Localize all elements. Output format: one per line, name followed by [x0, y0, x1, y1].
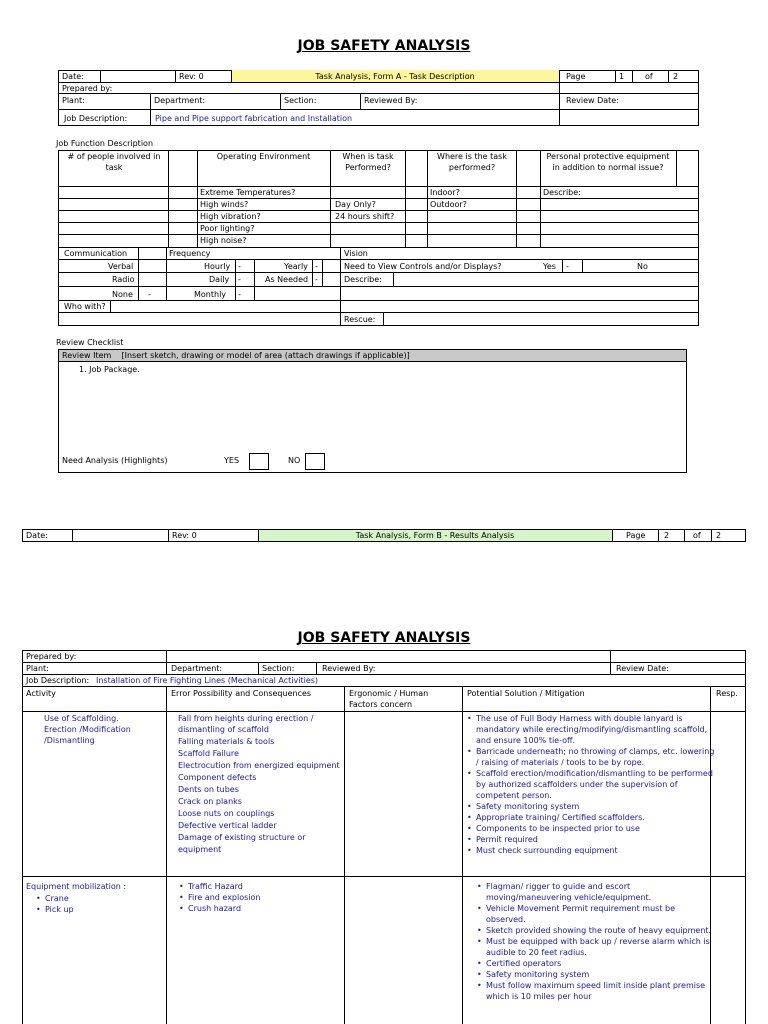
solution-item: • Sketch provided showing the route of heavy equipment. [486, 925, 716, 936]
solution-item: • The use of Full Body Harness with double lanyard is mandatory while erecting/modifying/dismantling scaffold, and ensure 100% tie-off. [476, 713, 716, 746]
solution-item: • Permit required [476, 834, 716, 845]
job-description-label: Job Description: [64, 114, 128, 123]
comm-verbal: Verbal [108, 262, 134, 271]
freq-hourly-value: - [238, 262, 241, 271]
row1-error: Loose nuts on couplings [178, 809, 275, 818]
p2-job-description-value: Installation of Fire Fighting Lines (Mechanical Activities) [96, 676, 319, 685]
env-item: Extreme Temperatures? [200, 188, 296, 197]
vision-describe: Describe: [344, 275, 382, 284]
comm-radio: Radio [112, 275, 135, 284]
activity-item: • Crane [45, 893, 165, 904]
row1-error: Component defects [178, 773, 257, 782]
error-item: • Traffic Hazard [188, 881, 348, 892]
freq-monthly-value: - [238, 290, 241, 299]
p2-review-date-label: Review Date: [616, 664, 669, 673]
p2-page-label: Page [626, 531, 646, 540]
page-label: Page [566, 72, 586, 81]
freq-hourly: Hourly [204, 262, 231, 271]
row1-error: Fall from heights during erection / [178, 714, 314, 723]
vision-no: No [637, 262, 648, 271]
page-number: 1 [619, 72, 625, 81]
frequency-label: Frequency [169, 249, 211, 258]
freq-as-needed-value: - [315, 275, 318, 284]
solution-item: • Must check surrounding equipment [476, 845, 716, 856]
solution-item: • Safety monitoring system [476, 801, 716, 812]
solution-item: • Must follow maximum speed limit inside plant premise which is 10 miles per hour [486, 980, 716, 1002]
plant-label: Plant: [62, 96, 85, 105]
col-solution: Potential Solution / Mitigation [467, 689, 585, 698]
solution-item: • Vehicle Movement Permit requirement must be observed. [486, 903, 716, 925]
date-label: Date: [62, 72, 84, 81]
row1-error: Electrocution from energized equipment [178, 761, 340, 770]
p2-department-label: Department: [171, 664, 223, 673]
communication-label: Communication [64, 249, 128, 258]
freq-monthly: Monthly [194, 290, 227, 299]
rescue-label: Rescue: [344, 315, 376, 324]
need-analysis-label: Need Analysis (Highlights) [62, 456, 168, 465]
no-checkbox[interactable] [305, 453, 325, 470]
when-item: Day Only? [335, 200, 376, 209]
review-item: 1. Job Package. [79, 365, 140, 374]
form-b-title: Task Analysis, Form B - Results Analysis [355, 531, 515, 540]
vision-need-view: Need to View Controls and/or Displays? [344, 262, 502, 271]
p2-page-number: 2 [664, 531, 670, 540]
col-resp: Resp. [716, 689, 738, 698]
error-item: • Crush hazard [188, 903, 348, 914]
error-item: • Fire and explosion [188, 892, 348, 903]
solution-item: • Barricade underneath; no throwing of clamps, etc. lowering / raising of materials / tools to be by rope. [476, 746, 716, 768]
col-environment: Operating Environment [216, 152, 311, 161]
row2-solutions [476, 881, 716, 1002]
row1-error: Scaffold Failure [178, 749, 239, 758]
p2-page-total: 2 [716, 531, 722, 540]
review-header: Review Item [Insert sketch, drawing or model of area (attach drawings if applicable)] [62, 351, 410, 360]
review-date-label: Review Date: [566, 96, 619, 105]
freq-yearly-value: - [315, 262, 318, 271]
page-total: 2 [673, 72, 679, 81]
solution-item: • Components to be inspected prior to use [476, 823, 716, 834]
solution-item: • Flagman/ rigger to guide and escort moving/maneuvering vehicle/equipment. [486, 881, 716, 903]
env-item: High winds? [200, 200, 249, 209]
vision-yes: Yes [543, 262, 556, 271]
review-checklist-caption: Review Checklist [56, 338, 124, 347]
job-function-caption: Job Function Description [56, 139, 154, 148]
prepared-by-label: Prepared by: [62, 84, 113, 93]
row1-error: Falling materials & tools [178, 737, 275, 746]
row1-error: equipment [178, 845, 222, 854]
activity-item: • Pick up [45, 904, 165, 915]
no-label: NO [288, 456, 301, 465]
form-a-title: Task Analysis, Form A - Task Description [315, 72, 475, 81]
row1-error: Defective vertical ladder [178, 821, 277, 830]
section-label: Section: [284, 96, 317, 105]
yes-checkbox[interactable] [249, 453, 269, 470]
yes-label: YES [224, 456, 240, 465]
vision-label: Vision [344, 249, 368, 258]
row1-error: Damage of existing structure or [178, 833, 306, 842]
row2-activity-items [35, 893, 165, 915]
page-title: JOB SAFETY ANALYSIS [297, 38, 471, 54]
row1-error: Crack on planks [178, 797, 242, 806]
comm-none: None [112, 290, 133, 299]
col-error: Error Possibility and Consequences [171, 689, 312, 698]
col-activity: Activity [26, 689, 56, 698]
reviewed-by-label: Reviewed By: [364, 96, 418, 105]
department-label: Department: [154, 96, 206, 105]
solution-item: • Safety monitoring system [486, 969, 716, 980]
ppe-describe: Describe: [543, 188, 581, 197]
comm-none-value: - [148, 290, 151, 299]
p2-date-label: Date: [26, 531, 48, 540]
rev-label: Rev: 0 [179, 72, 204, 81]
row2-errors [178, 881, 348, 914]
solution-item: • Certified operators [486, 958, 716, 969]
p2-section-label: Section: [262, 664, 295, 673]
solution-item: • Must be equipped with back up / reverse alarm which is audible to 20 feet radius. [486, 936, 716, 958]
p2-rev-label: Rev: 0 [172, 531, 197, 540]
freq-as-needed: As Needed [265, 275, 309, 284]
env-item: High noise? [200, 236, 247, 245]
col-ppe: Personal protective equipment in addition to normal issue? [546, 152, 670, 172]
p2-reviewed-by-label: Reviewed By: [322, 664, 376, 673]
when-item: 24 hours shift? [335, 212, 395, 221]
p2-prepared-by-label: Prepared by: [26, 652, 77, 661]
where-item: Indoor? [430, 188, 460, 197]
env-item: High vibration? [200, 212, 261, 221]
freq-daily-value: - [238, 275, 241, 284]
row1-error: dismantling of scaffold [178, 725, 269, 734]
p2-of-label: of [693, 531, 701, 540]
row2-activity-title: Equipment mobilization : [26, 882, 127, 891]
where-item: Outdoor? [430, 200, 467, 209]
who-with-label: Who with? [64, 302, 106, 311]
p2-plant-label: Plant: [26, 664, 49, 673]
row1-solutions [466, 713, 716, 856]
freq-yearly: Yearly [284, 262, 308, 271]
env-item: Poor lighting? [200, 224, 255, 233]
page2-title: JOB SAFETY ANALYSIS [297, 630, 471, 646]
solution-item: • Scaffold erection/modification/dismantling to be performed by authorized scaffolders under the supervision of competent person. [476, 768, 716, 801]
row1-error: Dents on tubes [178, 785, 239, 794]
freq-daily: Daily [209, 275, 230, 284]
solution-item: • Appropriate training/ Certified scaffolders. [476, 812, 716, 823]
vision-yes-value: - [566, 262, 569, 271]
col-when: When is task Performed? [342, 152, 394, 172]
col-where: Where is the task performed? [437, 152, 507, 172]
of-label: of [645, 72, 653, 81]
col-people: # of people involved in task [67, 152, 161, 172]
col-ergonomic: Ergonomic / Human Factors concern [349, 689, 429, 709]
job-description-value: Pipe and Pipe support fabrication and Installation [155, 114, 353, 123]
p2-job-description-label: Job Description: [26, 676, 90, 685]
row1-activity: Use of Scaffolding. Erection /Modification /Dismantling [44, 714, 131, 745]
